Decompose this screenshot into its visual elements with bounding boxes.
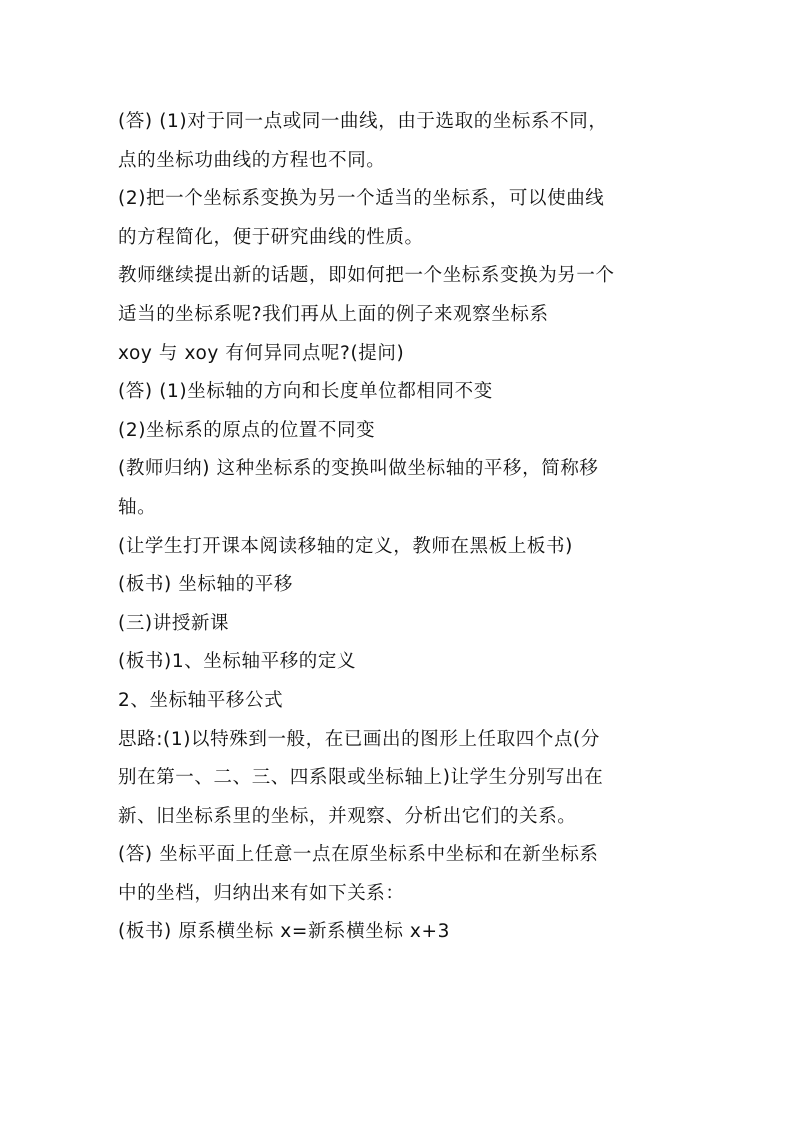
- text-line: 教师继续提出新的话题，即如何把一个坐标系变换为另一个: [118, 265, 615, 287]
- text-line: 的方程简化，便于研究曲线的性质。: [118, 226, 424, 248]
- text-line: (板书) 原系横坐标 x=新系横坐标 x+3: [118, 921, 450, 943]
- text-line: (教师归纳) 这种坐标系的变换叫做坐标轴的平移，简称移: [118, 458, 599, 480]
- text-line: xoy 与 xoy 有何异同点呢?(提问): [118, 342, 405, 364]
- text-line: 轴。: [118, 496, 157, 518]
- text-line: 适当的坐标系呢?我们再从上面的例子来观察坐标系: [118, 303, 549, 325]
- text-line: (答) (1)对于同一点或同一曲线，由于选取的坐标系不同，: [118, 111, 608, 132]
- text-line: (三)讲授新课: [118, 612, 230, 634]
- text-line: (答) (1)坐标轴的方向和长度单位都相同不变: [118, 381, 493, 403]
- text-line: 2、坐标轴平移公式: [118, 689, 284, 711]
- text-line: (板书) 坐标轴的平移: [118, 574, 293, 596]
- text-line: (让学生打开课本阅读移轴的定义，教师在黑板上板书): [118, 535, 573, 557]
- text-line: (2)把一个坐标系变换为另一个适当的坐标系，可以使曲线: [118, 188, 605, 210]
- text-line: 中的坐档，归纳出来有如下关系：: [118, 882, 405, 904]
- text-line: (板书)1、坐标轴平移的定义: [118, 651, 357, 673]
- document-body: [118, 103, 678, 952]
- text-line: 点的坐标功曲线的方程也不同。: [118, 149, 386, 171]
- text-line: (答) 坐标平面上任意一点在原坐标系中坐标和在新坐标系: [118, 844, 599, 866]
- text-line: 思路:(1)以特殊到一般，在已画出的图形上任取四个点(分: [118, 728, 600, 750]
- text-line: (2)坐标系的原点的位置不同变: [118, 419, 376, 441]
- text-line: 别在第一、二、三、四系限或坐标轴上)让学生分别写出在: [118, 767, 604, 789]
- text-line: 新、旧坐标系里的坐标，并观察、分析出它们的关系。: [118, 805, 577, 827]
